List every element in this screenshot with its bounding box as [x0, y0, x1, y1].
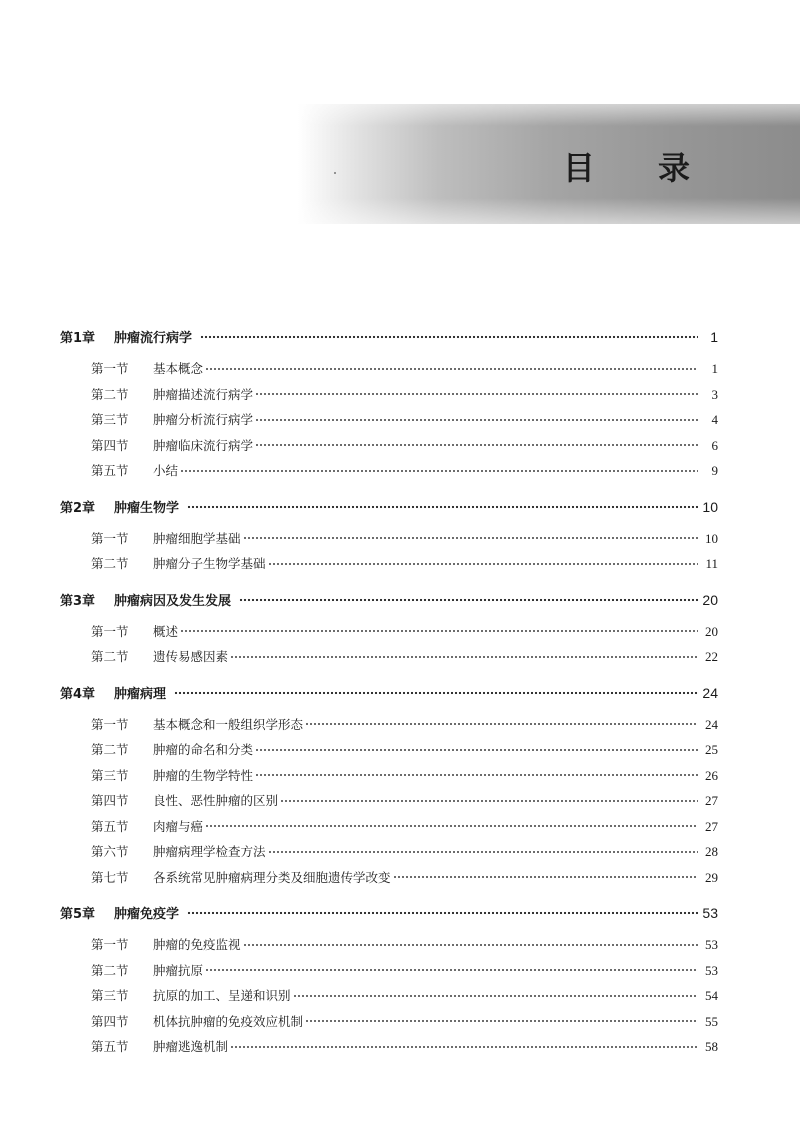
section-page-number: 10 — [705, 530, 718, 546]
section-title: 机体抗肿瘤的免疫效应机制 — [153, 1013, 304, 1029]
section-page-number: 53 — [705, 937, 718, 952]
section-page-number: 6 — [711, 437, 718, 453]
chapter-number: 第1章 — [60, 331, 96, 346]
dot-leader — [239, 595, 698, 605]
dot-leader — [205, 364, 698, 374]
chapter-title: 肿瘤病因及发生发展 — [114, 593, 232, 609]
section-number: 第五节 — [91, 818, 129, 834]
section-entry[interactable] — [60, 932, 718, 958]
dot-leader — [180, 466, 698, 476]
section-entry[interactable] — [60, 619, 718, 645]
dot-leader — [255, 745, 698, 755]
section-page-number: 28 — [705, 844, 718, 859]
section-number: 第三节 — [91, 412, 129, 427]
dot-leader — [255, 389, 698, 399]
chapter-number: 第4章 — [60, 686, 96, 702]
section-title: 抗原的加工、呈递和识别 — [153, 988, 291, 1003]
chapter-block — [60, 680, 718, 891]
section-page-number: 25 — [705, 742, 718, 757]
chapter-number: 第5章 — [60, 907, 96, 922]
section-page-number: 4 — [711, 412, 718, 427]
dot-leader — [187, 908, 698, 918]
section-title: 各系统常见肿瘤病理分类及细胞遗传学改变 — [153, 869, 391, 885]
dot-leader — [255, 415, 698, 425]
dot-leader — [243, 533, 698, 543]
section-number: 第五节 — [91, 463, 129, 478]
section-entry[interactable] — [60, 983, 718, 1009]
section-entry[interactable] — [60, 737, 718, 763]
section-entry[interactable] — [60, 526, 718, 552]
section-entry[interactable] — [60, 712, 718, 738]
section-title: 基本概念 — [153, 361, 204, 376]
section-entry[interactable] — [60, 458, 718, 484]
dot-leader — [268, 847, 698, 857]
section-number: 第四节 — [91, 437, 129, 453]
section-number: 第三节 — [91, 988, 129, 1003]
dot-leader — [293, 991, 698, 1001]
section-number: 第二节 — [91, 962, 129, 978]
dot-leader — [243, 940, 698, 950]
section-page-number: 58 — [705, 1039, 718, 1054]
chapter-entry[interactable] — [60, 680, 718, 706]
speck-mark — [334, 172, 336, 174]
dot-leader — [200, 332, 698, 342]
section-title: 肿瘤描述流行病学 — [153, 386, 254, 402]
section-entry[interactable] — [60, 865, 718, 891]
section-number: 第二节 — [91, 649, 129, 664]
section-entry[interactable] — [60, 644, 718, 670]
section-entry[interactable] — [60, 814, 718, 840]
section-title: 肿瘤逃逸机制 — [153, 1039, 229, 1054]
section-number: 第二节 — [91, 742, 129, 757]
chapter-page-number: 53 — [702, 905, 718, 921]
section-entry[interactable] — [60, 551, 718, 577]
section-page-number: 24 — [705, 716, 718, 732]
dot-leader — [180, 626, 698, 636]
title-banner — [298, 104, 800, 224]
dot-leader — [280, 796, 698, 806]
section-page-number: 55 — [705, 1013, 718, 1029]
section-page-number: 11 — [705, 556, 718, 571]
chapter-number: 第2章 — [60, 500, 96, 516]
section-title: 肿瘤抗原 — [153, 962, 204, 978]
section-entry[interactable] — [60, 433, 718, 459]
dot-leader — [305, 1016, 698, 1026]
section-title: 肿瘤病理学检查方法 — [153, 844, 266, 859]
section-title: 遗传易感因素 — [153, 649, 229, 664]
chapter-block — [60, 494, 718, 577]
section-entry[interactable] — [60, 958, 718, 984]
chapter-entry[interactable] — [60, 494, 718, 520]
section-number: 第四节 — [91, 793, 129, 808]
section-title: 肿瘤细胞学基础 — [153, 530, 241, 546]
section-entry[interactable] — [60, 788, 718, 814]
section-number: 第一节 — [91, 623, 129, 639]
chapter-number: 第3章 — [60, 593, 96, 609]
dot-leader — [205, 965, 698, 975]
section-title: 肿瘤的生物学特性 — [153, 767, 254, 783]
dot-leader — [305, 719, 698, 729]
chapter-entry[interactable] — [60, 587, 718, 613]
section-number: 第五节 — [91, 1039, 129, 1054]
section-page-number: 3 — [711, 386, 718, 402]
section-title: 肿瘤的命名和分类 — [153, 742, 254, 757]
section-title: 肿瘤分析流行病学 — [153, 412, 254, 427]
section-number: 第一节 — [91, 716, 129, 732]
chapter-block — [60, 324, 718, 484]
section-title: 小结 — [153, 463, 179, 478]
section-entry[interactable] — [60, 382, 718, 408]
section-entry[interactable] — [60, 839, 718, 865]
chapter-page-number: 1 — [710, 329, 718, 345]
chapter-title: 肿瘤病理 — [114, 686, 167, 702]
section-number: 第一节 — [91, 530, 129, 546]
section-title: 肉瘤与癌 — [153, 818, 204, 834]
dot-leader — [255, 770, 698, 780]
section-page-number: 27 — [705, 793, 718, 808]
section-number: 第一节 — [91, 361, 129, 376]
section-page-number: 53 — [705, 962, 718, 978]
section-number: 第六节 — [91, 844, 129, 859]
table-of-contents — [60, 322, 718, 1070]
dot-leader — [255, 440, 698, 450]
section-title: 良性、恶性肿瘤的区别 — [153, 793, 279, 808]
chapter-title: 肿瘤生物学 — [114, 500, 180, 516]
chapter-page-number: 24 — [702, 684, 718, 701]
section-title: 肿瘤临床流行病学 — [153, 437, 254, 453]
dot-leader — [230, 652, 698, 662]
section-page-number: 27 — [705, 818, 718, 834]
section-page-number: 1 — [711, 361, 718, 376]
section-entry[interactable] — [60, 356, 718, 382]
section-title: 基本概念和一般组织学形态 — [153, 716, 304, 732]
section-page-number: 20 — [705, 623, 718, 639]
section-number: 第二节 — [91, 386, 129, 402]
section-page-number: 26 — [705, 767, 718, 783]
section-page-number: 54 — [705, 988, 718, 1003]
section-entry[interactable] — [60, 1009, 718, 1035]
section-entry[interactable] — [60, 1034, 718, 1060]
chapter-block — [60, 587, 718, 670]
dot-leader — [230, 1042, 698, 1052]
chapter-title: 肿瘤免疫学 — [114, 907, 180, 922]
chapter-page-number: 10 — [702, 498, 718, 515]
dot-leader — [205, 821, 698, 831]
chapter-page-number: 20 — [702, 591, 718, 608]
chapter-block — [60, 900, 718, 1060]
section-entry[interactable] — [60, 763, 718, 789]
dot-leader — [174, 688, 698, 698]
section-page-number: 29 — [705, 869, 718, 885]
section-page-number: 22 — [705, 649, 718, 664]
section-number: 第一节 — [91, 937, 129, 952]
section-title: 肿瘤分子生物学基础 — [153, 556, 266, 571]
section-number: 第七节 — [91, 869, 129, 885]
section-entry[interactable] — [60, 407, 718, 433]
chapter-entry[interactable] — [60, 324, 718, 350]
chapter-entry[interactable] — [60, 900, 718, 926]
dot-leader — [187, 502, 698, 512]
section-title: 肿瘤的免疫监视 — [153, 937, 241, 952]
section-page-number: 9 — [711, 463, 718, 478]
section-number: 第四节 — [91, 1013, 129, 1029]
chapter-title: 肿瘤流行病学 — [114, 331, 193, 346]
dot-leader — [393, 872, 698, 882]
page-title: 目 录 — [562, 149, 716, 187]
section-number: 第三节 — [91, 767, 129, 783]
section-number: 第二节 — [91, 556, 129, 571]
section-title: 概述 — [153, 623, 179, 639]
dot-leader — [268, 559, 698, 569]
